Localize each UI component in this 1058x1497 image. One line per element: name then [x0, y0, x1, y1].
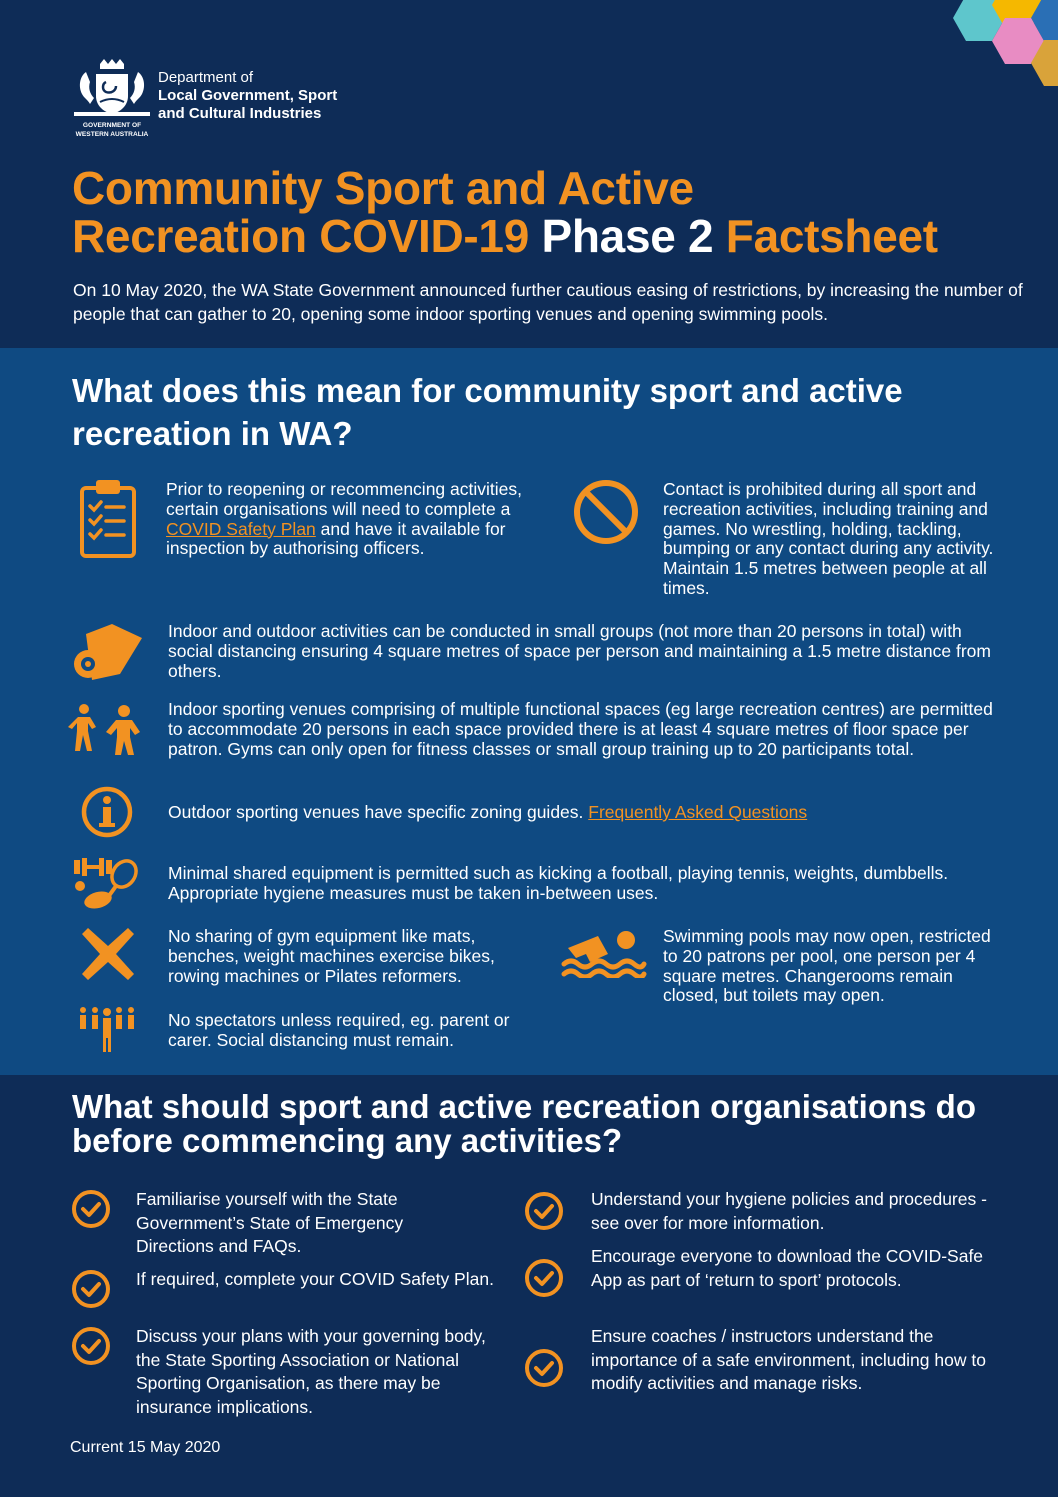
cross-icon	[82, 928, 134, 980]
department-name	[158, 69, 337, 123]
check-circle-icon	[71, 1326, 111, 1366]
item-indoor-venues: Indoor sporting venues comprising of multiple functional spaces (eg large recreation centres) are permitted to accommodate 20 persons in each space provided there is at least 4 square metres of floor space per patron. Gyms can only open for fitness classes or small group training up to 20 participants total.	[168, 699, 993, 759]
sports-equipment-icon	[72, 856, 140, 912]
title-line-1: Community Sport and Active	[72, 162, 694, 214]
check-circle-icon	[524, 1191, 564, 1231]
item-covid-safety-plan-text-1: Prior to reopening or recommencing activities, certain organisations will need to complete a	[166, 479, 522, 519]
item-small-groups: Indoor and outdoor activities can be conducted in small groups (not more than 20 persons in total) with social distancing ensuring 4 square metres of space per person and maintaining a 1.5 metre distance from others.	[168, 621, 991, 681]
item-no-contact: Contact is prohibited during all sport and recreation activities, including training and games. No wrestling, holding, tackling, bumping or any contact during any activity. Maintain 1.5 metres between people at all times.	[663, 479, 994, 598]
department-line-3: and Cultural Industries	[158, 105, 322, 122]
item-shared-equipment: Minimal shared equipment is permitted such as kicking a football, playing tennis, weights, dumbbells. Appropriate hygiene measures must be taken in-between uses.	[168, 863, 949, 903]
item-no-gym-sharing: No sharing of gym equipment like mats, benches, weight machines exercise bikes, rowing machines or Pilates reformers.	[168, 926, 495, 986]
title-phase: Phase 2	[541, 210, 714, 262]
todo-familiarise: Familiarise yourself with the State Government’s State of Emergency Directions and FAQs.	[136, 1189, 404, 1256]
wa-government-crest-logo	[70, 58, 154, 140]
crest-label-line2: WESTERN AUSTRALIA	[75, 131, 149, 138]
yoga-mat-icon	[72, 624, 144, 680]
spectators-icon	[76, 1006, 138, 1054]
todo-hygiene-policies: Understand your hygiene policies and procedures - see over for more information.	[591, 1189, 987, 1233]
todo-coaches: Ensure coaches / instructors understand the importance of a safe environment, including how to modify activities and manage risks.	[591, 1326, 986, 1393]
item-outdoor-venues	[168, 803, 998, 823]
no-contact-icon	[572, 478, 640, 546]
title-line-2a: Recreation COVID-19	[72, 210, 529, 262]
item-covid-safety-plan	[166, 480, 551, 559]
intro-paragraph: On 10 May 2020, the WA State Government announced further cautious easing of restrictions, by increasing the number of people that can gather to 20, opening some indoor sporting venues and opening swimming pools.	[73, 280, 1023, 324]
people-distancing-icon	[68, 703, 148, 757]
section2-heading: What should sport and active recreation organisations do before commencing any activities?	[72, 1088, 976, 1159]
title-line-2	[72, 212, 1032, 260]
item-covid-safety-plan-text-2: and have it available for inspection by authorising officers.	[166, 518, 506, 559]
check-circle-icon	[71, 1189, 111, 1229]
todo-covidsafe-app: Encourage everyone to download the COVID-Safe App as part of ‘return to sport’ protocols.	[591, 1246, 984, 1290]
crest-label-line1: GOVERNMENT OF	[82, 122, 142, 129]
current-date: Current 15 May 2020	[70, 1439, 221, 1456]
department-line-2: Local Government, Sport	[158, 87, 338, 104]
info-icon	[80, 785, 134, 839]
page-title	[72, 164, 1032, 260]
check-circle-icon	[524, 1348, 564, 1388]
check-circle-icon	[71, 1269, 111, 1309]
header-band	[0, 0, 1058, 348]
item-outdoor-venues-text: Outdoor sporting venues have specific zoning guides.	[168, 802, 589, 822]
faq-link[interactable]: Frequently Asked Questions	[588, 802, 808, 822]
section1-heading: What does this mean for community sport and active recreation in WA?	[72, 372, 903, 452]
title-factsheet: Factsheet	[725, 210, 938, 262]
check-circle-icon	[524, 1258, 564, 1298]
clipboard-checklist-icon	[78, 478, 138, 560]
todo-discuss-plans: Discuss your plans with your governing body, the State Sporting Association or National Sporting Organisation, as there may be insurance implications.	[136, 1326, 486, 1417]
covid-safety-plan-link[interactable]: COVID Safety Plan	[166, 518, 316, 539]
department-line-1: Department of	[158, 69, 254, 86]
item-no-spectators: No spectators unless required, eg. parent or carer. Social distancing must remain.	[168, 1010, 510, 1050]
item-swimming-pools: Swimming pools may now open, restricted to 20 patrons per pool, one person per 4 square metres. Changerooms remain closed, but toilets may open.	[663, 926, 991, 1006]
todo-safety-plan: If required, complete your COVID Safety Plan.	[136, 1269, 494, 1289]
swimmer-icon	[560, 928, 648, 978]
